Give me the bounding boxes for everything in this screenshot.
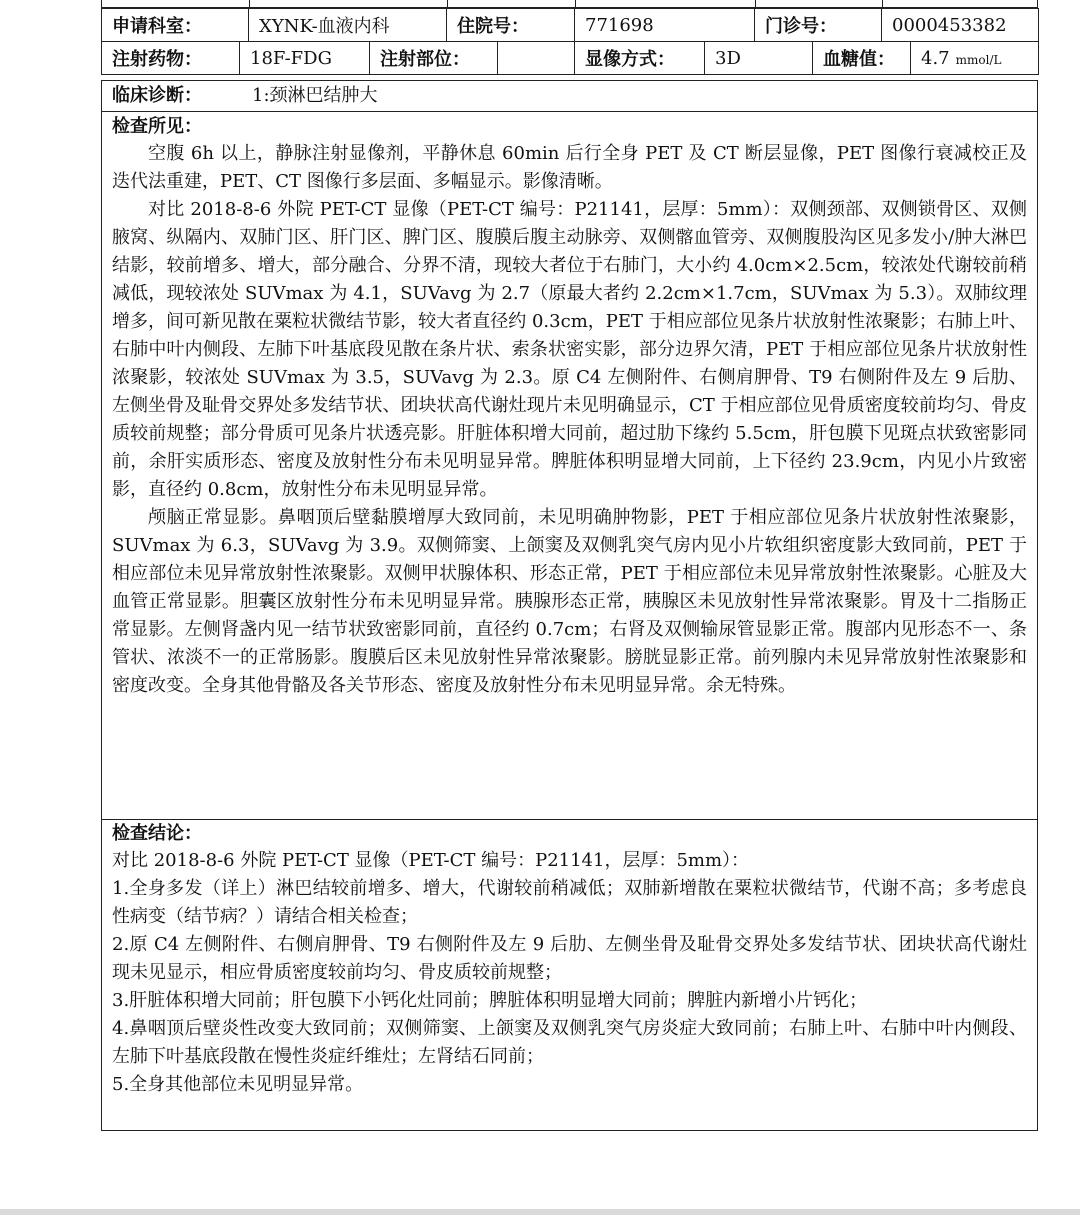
conclusion-item-5: 5.全身其他部位未见明显异常。 [112,1074,364,1095]
info-row-department [102,9,1039,42]
drug-label: 注射药物： [102,42,240,75]
injection-site-value [498,42,575,75]
findings-title: 检查所见： [112,116,202,137]
admission-number-value: 771698 [575,9,755,42]
department-label: 申请科室： [102,9,249,42]
drug-value: 18F-FDG [240,42,370,75]
patient-info-table [101,8,1039,42]
conclusion-item-4: 4.鼻咽顶后壁炎性改变大致同前；双侧筛窦、上颌窦及双侧乳突气房炎症大致同前；右肺上叶、右肺中叶内侧段、左肺下叶基底段散在慢性炎症纤维灶；左肾结石同前； [112,1018,1027,1067]
department-value: XYNK-血液内科 [249,9,447,42]
injection-info-table [101,41,1039,75]
findings-section [101,112,1038,819]
imaging-mode-value: 3D [705,42,813,75]
findings-paragraph-2: 对比 2018-8-6 外院 PET-CT 显像（PET-CT 编号：P21141，层厚：5mm）：双侧颈部、双侧锁骨区、双侧腋窝、纵隔内、双肺门区、肝门区、脾门区、腹膜后腹主动脉旁、双侧髂血管旁、双侧腹股沟区见多发小/肿大淋巴结影，较前增多、增大，部分融合、分界不清，现较大者位于右肺门，大小约 4.0cm×2.5cm，较浓处代谢较前稍减低，现较浓处 SUVmax 为 4.1，SUVavg 为 2.7（原最大者约 2.2cm×1.7cm，SUVmax 为 5.3）。双肺纹理增多，间可新见散在粟粒状微结节影，较大者直径约 0.3cm，PET 于相应部位见条片状放射性浓聚影；右肺上叶、右肺中叶内侧段、左肺下叶基底段见散在条片状、索条状密实影，部分边界欠清，PET 于相应部位见条片状放射性浓聚影，较浓处 SUVmax 为 3.5，SUVavg 为 2.3。原 C4 左侧附件、右侧肩胛骨、T9 右侧附件及左 9 后肋、左侧坐骨及耻骨交界处多发结节状、团块状高代谢灶现片未见明确显示，CT 于相应部位见骨质密度较前均匀、骨皮质较前规整；部分骨质可见条片状透亮影。肝脏体积增大同前，超过肋下缘约 5.5cm，肝包膜下见斑点状致密影同前，余肝实质形态、密度及放射性分布未见明显异常。脾脏体积明显增大同前，上下径约 23.9cm，内见小片致密影，直径约 0.8cm，放射性分布未见明显异常。 [112,199,1027,500]
injection-site-label: 注射部位： [370,42,498,75]
clinical-diagnosis-row [101,80,1038,112]
findings-paragraph-1: 空腹 6h 以上，静脉注射显像剂，平静休息 60min 后行全身 PET 及 CT 断层显像，PET 图像行衰减校正及迭代法重建，PET、CT 图像行多层面、多幅显示。影像清晰。 [112,143,1027,192]
conclusion-intro: 对比 2018-8-6 外院 PET-CT 显像（PET-CT 编号：P21141，层厚：5mm）： [112,850,750,871]
conclusion-item-1: 1.全身多发（详上）淋巴结较前增多、增大，代谢较前稍减低；双肺新增散在粟粒状微结节，代谢不高；多考虑良性病变（结节病？）请结合相关检查； [112,878,1027,927]
viewer-bottom-bar [0,1209,1080,1215]
cut-off-header-row [101,0,1038,8]
imaging-mode-label: 显像方式： [575,42,705,75]
conclusion-title: 检查结论： [112,823,202,844]
outpatient-number-label: 门诊号： [755,9,882,42]
conclusion-section [101,819,1038,1131]
conclusion-item-3: 3.肝脏体积增大同前；肝包膜下小钙化灶同前；脾脏体积明显增大同前；脾脏内新增小片钙化； [112,990,868,1011]
blood-glucose-label: 血糖值： [813,42,911,75]
findings-paragraph-3: 颅脑正常显影。鼻咽顶后壁黏膜增厚大致同前，未见明确肿物影，PET 于相应部位见条片状放射性浓聚影，SUVmax 为 6.3，SUVavg 为 3.9。双侧筛窦、上颌窦及双侧乳突气房内见小片软组织密度影大致同前，PET 于相应部位未见异常放射性浓聚影。双侧甲状腺体积、形态正常，PET 于相应部位未见异常放射性浓聚影。心脏及大血管正常显影。胆囊区放射性分布未见明显异常。胰腺形态正常，胰腺区未见放射性异常浓聚影。胃及十二指肠正常显影。左侧肾盏内见一结节状致密影同前，直径约 0.7cm；右肾及双侧输尿管显影正常。腹部内见形态不一、条管状、浓淡不一的正常肠影。腹膜后区未见放射性异常浓聚影。膀胱显影正常。前列腺内未见异常放射性浓聚影和密度改变。全身其他骨骼及各关节形态、密度及放射性分布未见明显异常。余无特殊。 [112,507,1027,696]
info-row-injection [102,42,1039,75]
clinical-diagnosis-label: 临床诊断： [112,85,202,106]
admission-number-label: 住院号： [447,9,575,42]
blood-glucose-unit: mmol/L [955,52,1002,67]
blood-glucose-value: 4.7 [921,47,950,69]
clinical-diagnosis-value: 1:颈淋巴结肿大 [252,85,378,106]
outpatient-number-value: 0000453382 [882,9,1039,42]
blood-glucose-cell [911,42,1039,75]
conclusion-item-2: 2.原 C4 左侧附件、右侧肩胛骨、T9 右侧附件及左 9 后肋、左侧坐骨及耻骨交界处多发结节状、团块状高代谢灶现未见显示，相应骨质密度较前均匀、骨皮质较前规整； [112,934,1027,983]
